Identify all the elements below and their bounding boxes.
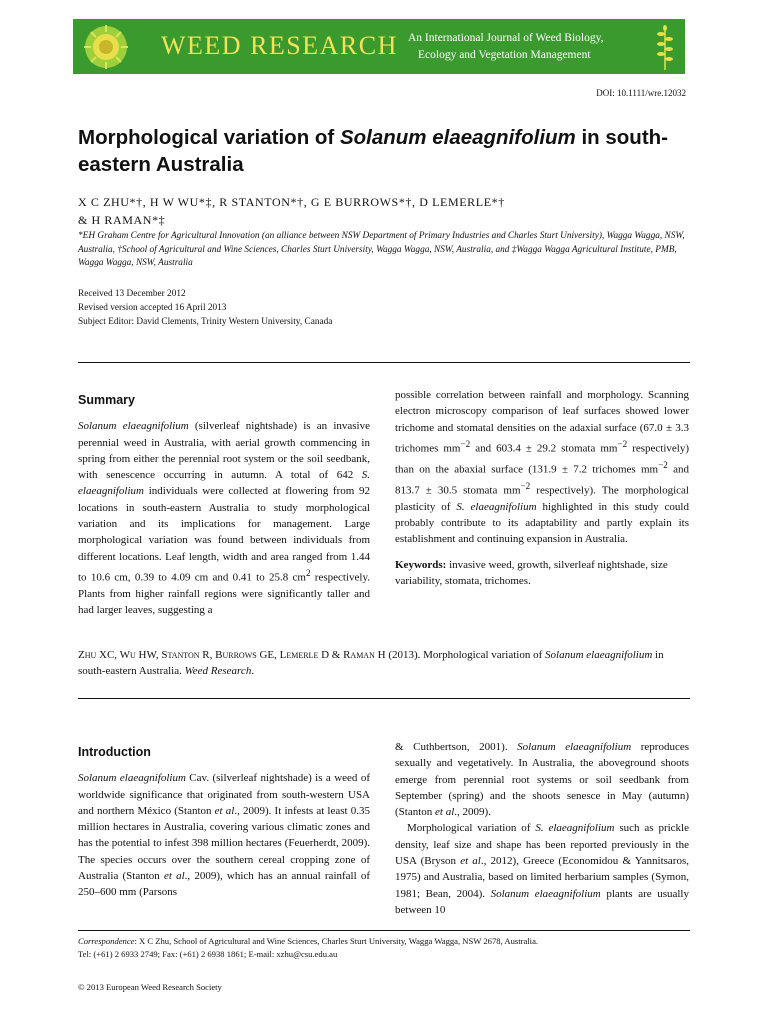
summary-text-2: individuals were collected at flowering from 92 locations in south-eastern Australia to study morphological variation and its implications for management. Large morphological variation was found between individuals from different locations. Leaf length, width and area ranged from 1.44 to 10.6 cm, 0.39 to 4.09 cm and 0.41 to 25.8 cm (78, 485, 370, 584)
citation-year: (2013). Morphological variation of (385, 649, 546, 661)
affiliations: *EH Graham Centre for Agricultural Innovation (an alliance between NSW Department of Primary Industries and Charles Sturt University), Wagga Wagga, NSW, Australia, †School of Agricultural and Wine Sciences, Charles Sturt University, Wagga Wagga, NSW, Australia, and ‡Wagga Wagga Agricultural Institute, PMB, Wagga Wagga, NSW, Australia (78, 231, 685, 268)
citation-authors: Zhu XC, Wu HW, Stanton R, Burrows GE, Lemerle D & Raman H (78, 649, 386, 661)
intro-p2-species-1: S. elaeagnifolium (535, 822, 615, 835)
citation-end: . (251, 665, 255, 678)
sup-2: −2 (617, 438, 628, 449)
plant-logo-icon (653, 22, 677, 72)
journal-banner (73, 19, 685, 74)
article-title (78, 124, 698, 178)
correspondence-line (78, 935, 690, 948)
summary-sup: 2 (305, 567, 311, 578)
sup-4: −2 (520, 480, 531, 491)
intro-p2-text-1: Morphological variation of (407, 822, 536, 835)
summary-species-1: Solanum elaeagnifolium (78, 420, 189, 433)
citation-tail: in south-eastern Australia. (78, 649, 664, 678)
correspondence-contact: Tel: (+61) 2 6933 2749; Fax: (+61) 2 6938 1861; E-mail: xzhu@csu.edu.au (78, 949, 338, 959)
correspondence-label: Correspondence (78, 936, 135, 946)
intro-etal-2: et al (163, 870, 185, 883)
intro-etal-1: et al (214, 804, 235, 817)
intro-paragraph-continued (395, 739, 689, 820)
intro-p2-etal: et al (460, 855, 481, 868)
footnote-divider (78, 930, 690, 931)
title-part1: Morphological variation of (78, 126, 340, 149)
summary-right-species: S. elaeagnifolium (456, 500, 537, 513)
summary-text-1: (silverleaf nightshade) is an invasive perennial weed in Australia, with aerial growth commencing in spring from either the perennial root system or the soil seedbank, with senescence occurring in autumn. A total of 642 (78, 420, 370, 482)
intro-right-column (395, 739, 689, 918)
intro-p2-text-3: ., 2012), Greece (Economidou & Yannitsaros, 1975) and Australia, based on limited herbarium samples (Symon, 1981; Bean, 2004). (395, 855, 689, 900)
title-part2: in south-eastern Australia (78, 126, 668, 176)
copyright: © 2013 European Weed Research Society (78, 982, 222, 992)
intro-paragraph-1 (78, 770, 370, 900)
summary-text-3: respectively. Plants from higher rainfall regions were significantly taller and had larger leaves, suggesting a (78, 571, 370, 617)
summary-continued (395, 387, 689, 548)
summary-right-text-1: possible correlation between rainfall and morphology. Scanning electron microscopy comparison of leaf surfaces showed lower trichome and stomatal densities on the adaxial surface (67.0 ± 3.3 trichomes mm (395, 389, 689, 455)
intro-p2-species-2: Solanum elaeagnifolium (490, 887, 601, 900)
journal-tagline-line1: An International Journal of Weed Biology, (408, 32, 604, 44)
summary-right-column (395, 387, 689, 589)
correspondence-footnote (78, 935, 690, 961)
correspondence-text: : X C Zhu, School of Agricultural and Wine Sciences, Charles Sturt University, Wagga Wagga, NSW 2678, Australia. (134, 936, 539, 946)
intro-right-text-3: ., 2009). (454, 806, 491, 819)
revised-date: Revised version accepted 16 April 2013 (78, 303, 227, 313)
authors-line1: X C ZHU*†, H W WU*‡, R STANTON*†, G E BURROWS*†, D LEMERLE*† (78, 195, 505, 209)
author-list (78, 193, 688, 229)
subject-editor: Subject Editor: David Clements, Trinity Western University, Canada (78, 317, 333, 327)
summary-left-column (78, 392, 370, 619)
citation (78, 647, 690, 680)
summary-right-text-3: respectively) than on the abaxial surface (131.9 ± 7.2 trichomes mm (395, 442, 689, 476)
intro-right-text-1: & Cuthbertson, 2001). (395, 741, 518, 753)
journal-tagline (408, 30, 648, 64)
journal-tagline-line2: Ecology and Vegetation Management (418, 49, 591, 61)
authors-line2: & H RAMAN*‡ (78, 213, 166, 227)
introduction-heading: Introduction (78, 745, 151, 759)
received-date: Received 13 December 2012 (78, 289, 186, 299)
divider-top (78, 362, 690, 363)
intro-p2-text-2: such as prickle density, leaf size and shape has been reported previously in the USA (Bryson (395, 822, 689, 868)
sup-3: −2 (658, 459, 668, 470)
sup-1: −2 (460, 438, 471, 449)
doi: DOI: 10.1111/wre.12032 (596, 88, 686, 98)
intro-text-2: ., 2009). It infests at least 0.35 million hectares in Australia, covering various climatic zones and has the potential to infest 398 million hectares (Feuerherdt, 2009). The species occurs over the southern cereal cropping zone of Australia (Stanton (78, 804, 370, 883)
summary-right-text-5: respectively). The morphological plasticity of (395, 484, 689, 513)
intro-right-text-2: reproduces sexually and vegetatively. In Australia, the aboveground shoots emerge from perennial root systems or soil seedbank from September (spring) and the shoots senesce in May (autumn) (Stanton (395, 741, 689, 819)
keywords-label: Keywords: (395, 558, 447, 571)
journal-name: WEED RESEARCH (161, 31, 398, 60)
intro-text-1: Cav. (silverleaf nightshade) is a weed of worldwide significance that originated from south-western USA and northern México (Stanton (78, 772, 370, 817)
summary-right-text-4: and 813.7 ± 30.5 stomata mm (395, 463, 689, 497)
keywords (395, 557, 689, 590)
intro-right-species-1: Solanum elaeagnifolium (517, 741, 632, 753)
sunflower-logo-icon (81, 23, 131, 71)
intro-left-column (78, 744, 370, 901)
summary-right-text-2: and 603.4 ± 29.2 stomata mm (470, 442, 618, 455)
intro-paragraph-2 (395, 820, 689, 918)
intro-species: Solanum elaeagnifolium (78, 772, 186, 785)
article-dates (78, 287, 578, 329)
keywords-list: invasive weed, growth, silverleaf nightshade, size variability, stomata, trichomes. (395, 558, 668, 587)
intro-p2-text-4: plants are usually between 10 (395, 887, 689, 916)
summary-paragraph (78, 418, 370, 618)
summary-right-text-6: highlighted in this study could probably contribute to its adaptability and partly explain its establishment and continuing expansion in Australia. (395, 500, 689, 546)
summary-species-2: S. elaeagnifolium (78, 469, 370, 498)
citation-species: Solanum elaeagnifolium (545, 649, 653, 661)
summary-heading: Summary (78, 393, 135, 407)
divider-mid (78, 698, 690, 699)
intro-right-etal-1: et al (435, 806, 455, 819)
citation-journal: Weed Research (184, 665, 252, 678)
title-species: Solanum elaeagnifolium (339, 126, 576, 149)
intro-text-3: ., 2009), which has an annual rainfall of 250–600 mm (Parsons (78, 870, 370, 899)
